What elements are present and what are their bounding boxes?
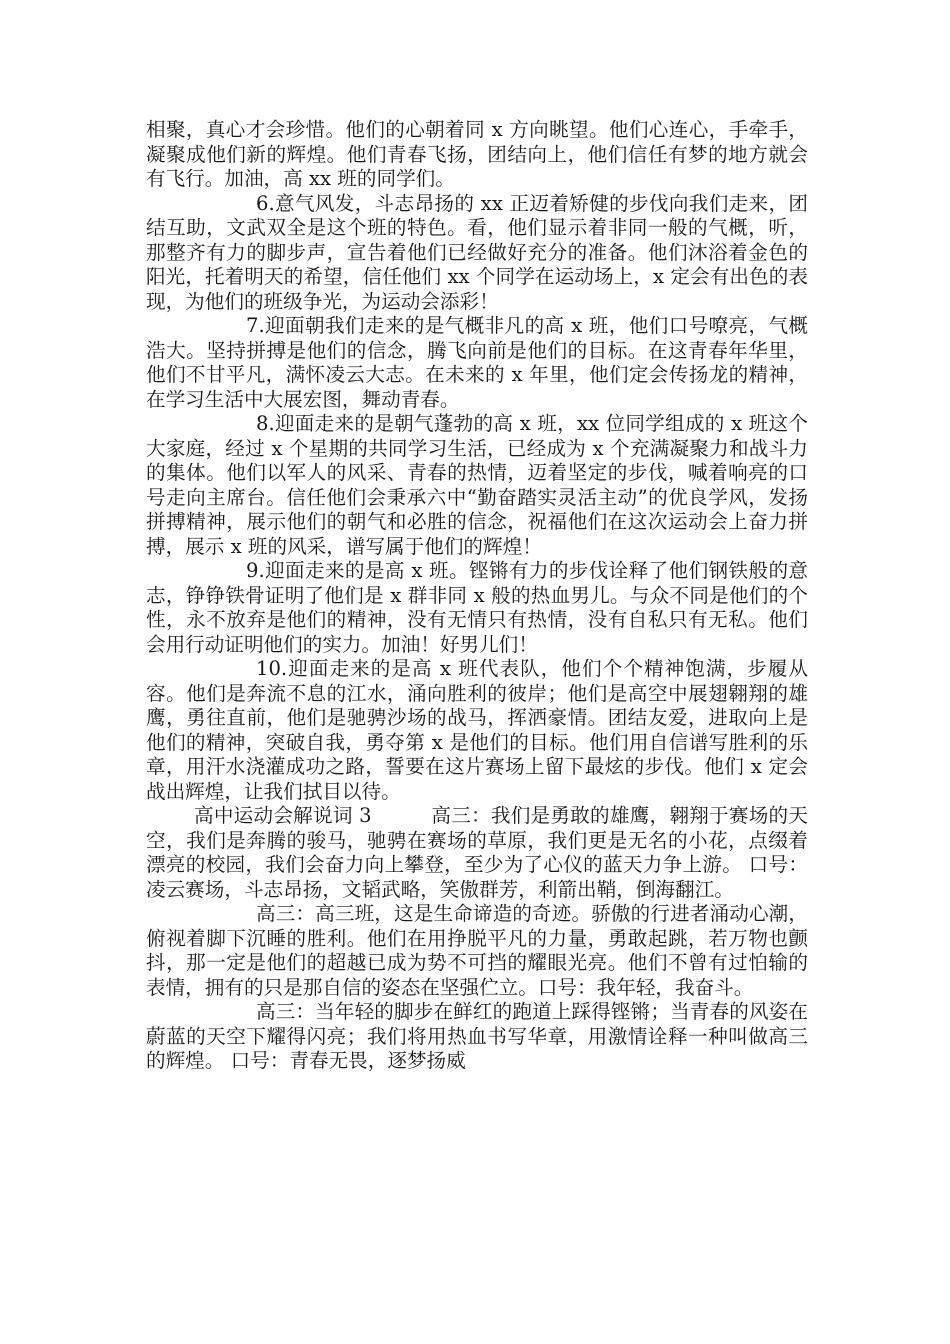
paragraph-item-10: 10.迎面走来的是高 x 班代表队，他们个个精神饱满，步履从容。他们是奔流不息的江水，涌向胜利的彼岸；他们是高空中展翅翱翔的雄鹰，勇往直前，他们是驰骋沙场的战马，挥洒豪情。团结友爱，进取向上是他们的精神，突破自我，勇夺第 x 是他们的目标。他们用自信谱写胜利的乐章，用汗水浇灌成功之路，誓要在这片赛场上留下最炫的步伐。他们 x 定会战出辉煌，让我们拭目以待。 [146,657,808,803]
paragraph-item-6: 6.意气风发，斗志昂扬的 xx 正迈着矫健的步伐向我们走来，团结互助，文武双全是这个班的特色。看，他们显示着非同一般的气概，听，那整齐有力的脚步声，宣告着他们已经做好充分的准备。他们沐浴着金色的阳光，托着明天的希望，信任他们 xx 个同学在运动场上，x 定会有出色的表现，为他们的班级争光，为运动会添彩！ [146,191,808,313]
paragraph-item-7: 7.迎面朝我们走来的是气概非凡的高 x 班，他们口号嘹亮，气概浩大。坚持拼搏是他们的信念，腾飞向前是他们的目标。在这青春年华里，他们不甘平凡，满怀凌云大志。在未来的 x 年里，他们定会传扬龙的精神，在学习生活中大展宏图，舞动青春。 [146,314,808,411]
paragraph-gao-san-1: 高三：高三班，这是生命谛造的奇迹。骄傲的行进者涌动心潮，俯视着脚下沉睡的胜利。他们在用挣脱平凡的力量，勇敢起跳，若万物也颤抖，那一定是他们的超越已成为势不可挡的耀眼光亮。他们不曾有过怕输的表情，拥有的只是那自信的姿态在坚强伫立。口号：我年轻，我奋斗。 [146,902,808,999]
paragraph-section-3-intro: 高中运动会解说词 3 高三：我们是勇敢的雄鹰，翱翔于赛场的天空，我们是奔腾的骏马，驰骋在赛场的草原，我们更是无名的小花，点缀着漂亮的校园，我们会奋力向上攀登，至少为了心仪的蓝天力争上游。 口号：凌云赛场，斗志昂扬，文韬武略，笑傲群芳，利箭出鞘，倒海翻江。 [146,804,808,901]
paragraph-item-8: 8.迎面走来的是朝气蓬勃的高 x 班，xx 位同学组成的 x 班这个大家庭，经过 x 个星期的共同学习生活，已经成为 x 个充满凝聚力和战斗力的集体。他们以军人的风采、青春的热情，迈着坚定的步伐，喊着响亮的口号走向主席台。信任他们会秉承六中“勤奋踏实灵活主动”的优良学风，发扬拼搏精神，展示他们的朝气和必胜的信念，祝福他们在这次运动会上奋力拼搏，展示 x 班的风采，谱写属于他们的辉煌！ [146,412,808,558]
paragraph-continuation: 相聚，真心才会珍惜。他们的心朝着同 x 方向眺望。他们心连心，手牵手，凝聚成他们新的辉煌。他们青春飞扬，团结向上，他们信任有梦的地方就会有飞行。加油，高 xx 班的同学们。 [146,118,808,190]
document-body [146,118,808,1074]
paragraph-gao-san-2: 高三：当年轻的脚步在鲜红的跑道上踩得铿锵；当青春的风姿在蔚蓝的天空下耀得闪亮；我们将用热血书写华章，用激情诠释一种叫做高三的辉煌。 口号：青春无畏，逐梦扬威 [146,1000,808,1072]
paragraph-item-9: 9.迎面走来的是高 x 班。铿锵有力的步伐诠释了他们钢铁般的意志，铮铮铁骨证明了他们是 x 群非同 x 般的热血男儿。与众不同是他们的个性，永不放弃是他们的精神，没有无情只有热情，没有自私只有无私。他们会用行动证明他们的实力。加油！好男儿们！ [146,559,808,656]
